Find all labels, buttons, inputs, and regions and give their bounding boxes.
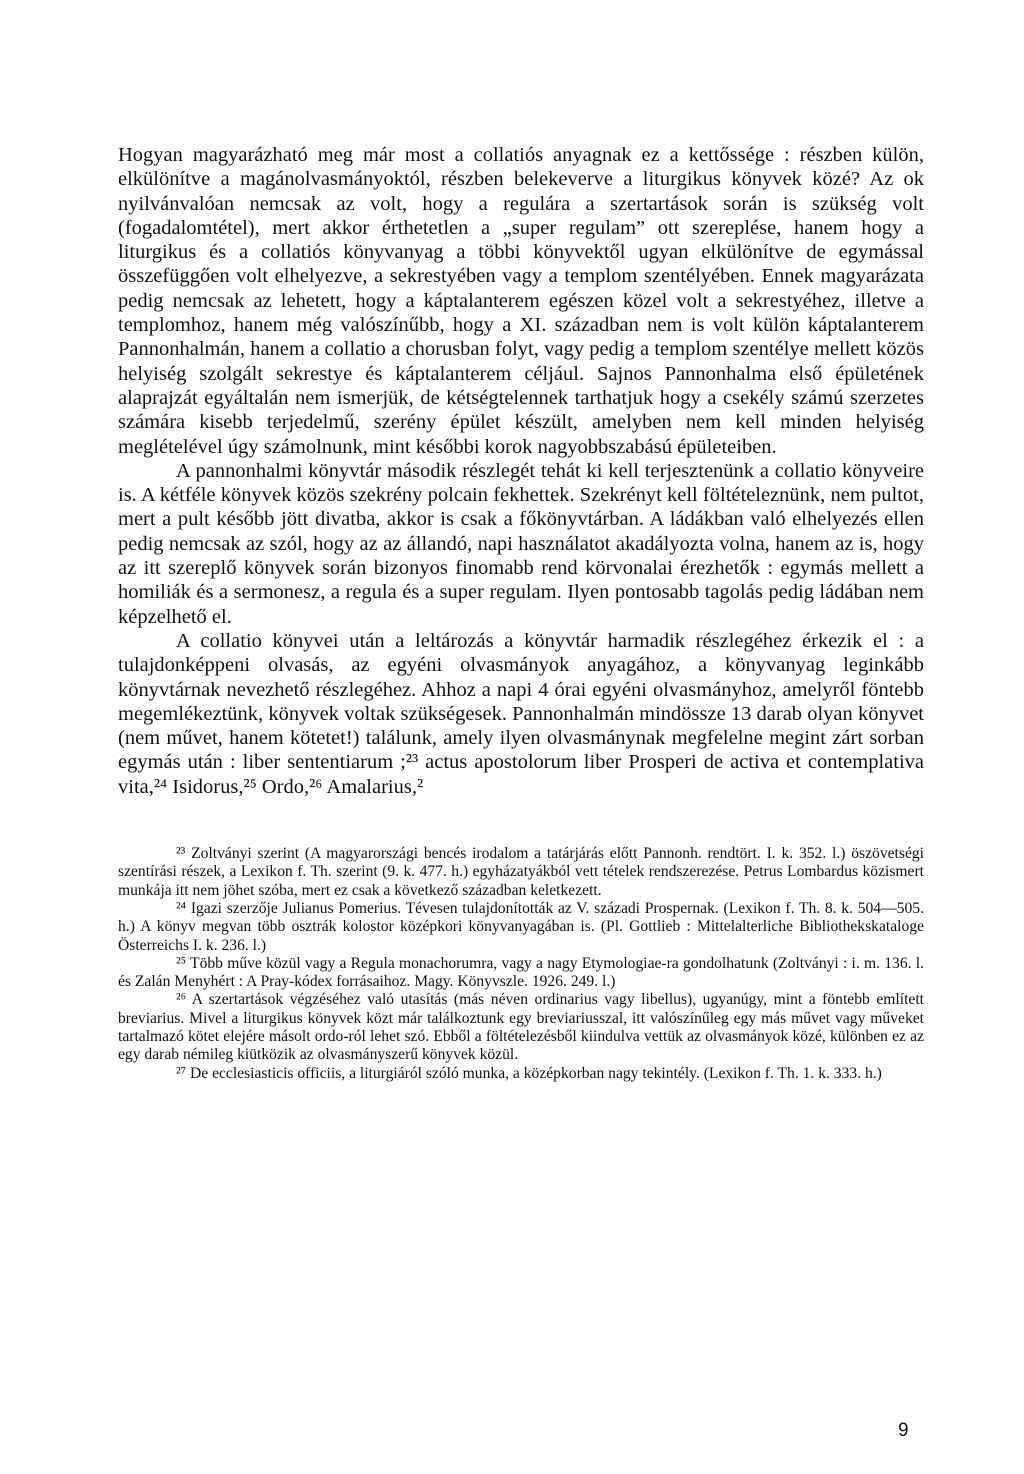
paragraph: Hogyan magyarázható meg már most a collatiós anyagnak ez a kettőssége : részben külön, elkülönítve a magánolvasmányoktól, részben belekeverve a liturgikus könyvek közé? Az ok nyilvánvalóan nemcsak az volt, hogy a regulára a szertartások során is szükség volt (fogadalomtétel), mert akkor érthetetlen a „super regulam” ott szereplése, hanem hogy a liturgikus és a collatiós könyvanyag a többi könyvektől ugyan elkülönítve de egymással összefüggően volt elhelyezve, a sekrestyében vagy a templom szentélyében. Ennek magyarázata pedig nemcsak az lehetett, hogy a káptalanterem egészen közel volt a sekrestyéhez, illetve a templomhoz, hanem még valószínűbb, hogy a XI. században nem is volt külön káptalanterem Pannonhalmán, hanem a collatio a chorusban folyt, vagy pedig a templom szentélye mellett közös helyiség szolgált sekrestye és káptalanterem céljául. Sajnos Pannonhalma első épületének alaprajzát egyáltalán nem ismerjük, de kétségtelennek tarthatjuk hogy a csekély számú szerzetes számára kisebb terjedelmű, szerény épület készült, amelyben nem kell minden helyiség meglételével úgy számolnunk, mint későbbi korok nagyobbszabású épületeiben.: [118, 144, 924, 458]
footnote-26: ²⁶ A szertartások végzéséhez való utasítás (más néven ordinarius vagy libellus), ugyanúgy, mint a föntebb említett breviarius. Mivel a liturgikus könyvek közt már találkoztunk egy breviariusszal, itt valószínűleg egy más művet vagy műveket tartalmazó kötet elejére másolt ordo-ról lehet szó. Ebből a föltételezésből kiindulva vettük az olvasmányok közé, különben ez az egy darab némileg kiütközik az olvasmányszerű könyvek közül.: [118, 991, 924, 1064]
footnote-27: ²⁷ De ecclesiasticis officiis, a liturgiáról szóló munka, a középkorban nagy tekintély. (Lexikon f. Th. 1. k. 333. h.): [176, 1064, 882, 1082]
page-number: 9: [898, 1420, 909, 1441]
footnotes: [118, 845, 924, 1083]
footnote-24: ²⁴ Igazi szerzője Julianus Pomerius. Tévesen tulajdonították az V. századi Prospernak. (Lexikon f. Th. 8. k. 504—505. h.) A könyv megvan több osztrák kolostor középkori könyvanyagában is. (Pl. Gottlieb : Mittelalterliche Bibliothekskataloge Österreichs I. k. 236. l.): [118, 899, 924, 954]
page-content: [118, 143, 924, 1083]
footnote-23: ²³ Zoltványi szerint (A magyarországi bencés irodalom a tatárjárás előtt Pannonh. rendtört. I. k. 352. l.) öszövetségi szentírási részek, a Lexikon f. Th. szerint (9. k. 477. h.) egyházatyákból vett tételek rendszerezése. Petrus Lombardus közismert munkája itt nem jöhet szóba, mert ez csak a következő században keletkezett.: [118, 845, 924, 899]
paragraph: A pannonhalmi könyvtár második részlegét tehát ki kell terjesztenünk a collatio könyveire is. A kétféle könyvek közös szekrény polcain fekhettek. Szekrényt kell föltételeznünk, nem pultot, mert a pult később jött divatba, akkor is csak a főkönyvtárban. A ládákban való elhelyezés ellen pedig nemcsak az szól, hogy az az állandó, napi használatot akadályozta volna, hanem az is, hogy az itt szereplő könyvek során bizonyos finomabb rend körvonalai érezhetők : egymás mellett a homiliák és a sermonesz, a regula és a super regulam. Ilyen pontosabb tagolás pedig ládában nem képzelhető el.: [118, 459, 924, 628]
body-text: [118, 143, 924, 799]
paragraph: A collatio könyvei után a leltározás a könyvtár harmadik részlegéhez érkezik el : a tulajdonképpeni olvasás, az egyéni olvasmányok anyagához, a könyvanyag leginkább könyvtárnak nevezhető részlegéhez. Ahhoz a napi 4 órai egyéni olvasmányhoz, amelyről föntebb megemlékeztünk, könyvek voltak szükségesek. Pannonhalmán mindössze 13 darab olyan könyvet (nem művet, hanem kötetet!) találunk, amely ilyen olvasmánynak megfelelne megint zárt sorban egymás után : liber sententiarum ;²³ actus apostolorum liber Prosperi de activa et contemplativa vita,²⁴ Isidorus,²⁵ Ordo,²⁶ Amalarius,²: [118, 629, 924, 798]
footnote-25: ²⁵ Több műve közül vagy a Regula monachorumra, vagy a nagy Etymologiae-ra gondolhatunk (Zoltványi : i. m. 136. l. és Zalán Menyhért : A Pray-kódex forrásaihoz. Magy. Könyvszle. 1926. 249. l.): [118, 954, 924, 991]
